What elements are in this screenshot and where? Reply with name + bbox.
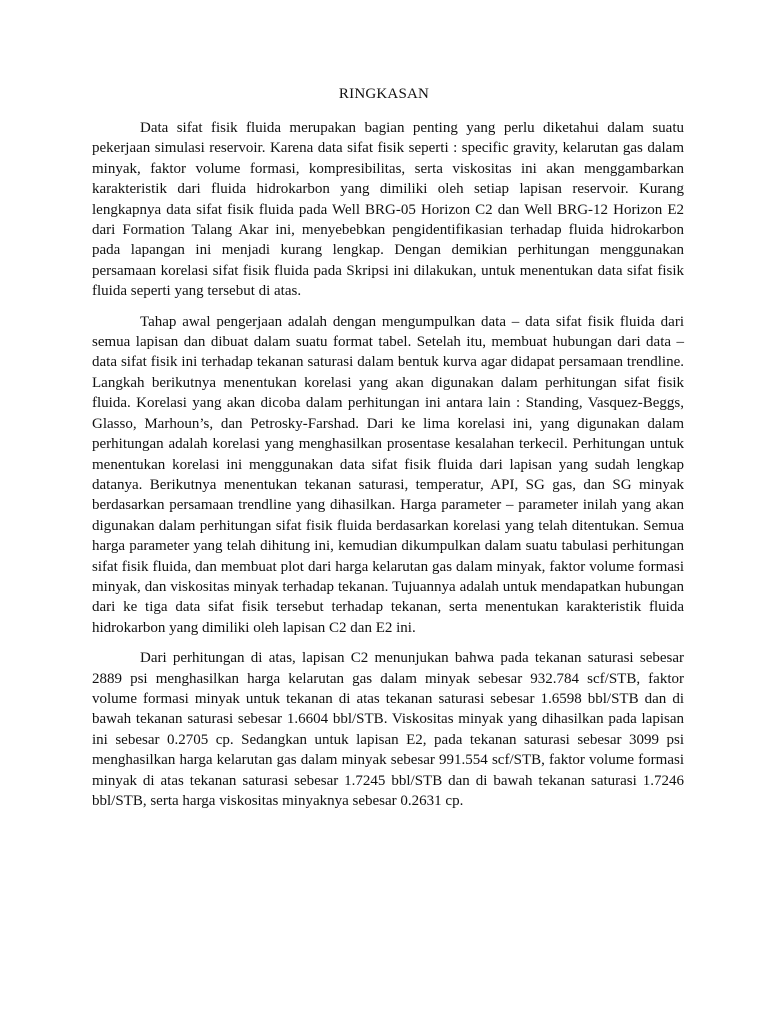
paragraph-3: Dari perhitungan di atas, lapisan C2 menunjukan bahwa pada tekanan saturasi sebesar 2889 psi menghasilkan harga kelarutan gas dalam minyak sebesar 932.784 scf/STB, faktor volume formasi minyak untuk tekanan di atas tekanan saturasi sebesar 1.6598 bbl/STB dan di bawah tekanan saturasi sebesar 1.6604 bbl/STB. Viskositas minyak yang dihasilkan pada lapisan ini sebesar 0.2705 cp. Sedangkan untuk lapisan E2, pada tekanan saturasi sebesar 3099 psi menghasilkan harga kelarutan gas dalam minyak sebesar 991.554 scf/STB, faktor volume formasi minyak di atas tekanan saturasi sebesar 1.7245 bbl/STB dan di bawah tekanan saturasi 1.7246 bbl/STB, serta harga viskositas minyaknya sebesar 0.2631 cp. xyxy=(92,650,684,809)
paragraph-1: Data sifat fisik fluida merupakan bagian penting yang perlu diketahui dalam suatu pekerjaan simulasi reservoir. Karena data sifat fisik seperti : specific gravity, kelarutan gas dalam minyak, faktor volume formasi, kompresibilitas, serta viskositas ini akan menggambarkan karakteristik dari fluida hidrokarbon yang dimiliki oleh setiap lapisan reservoir. Kurang lengkapnya data sifat fisik fluida pada Well BRG-05 Horizon C2 dan Well BRG-12 Horizon E2 dari Formation Talang Akar ini, menyebebkan pengidentifikasian terhadap fluida hidrokarbon pada lapangan ini menjadi kurang lengkap. Dengan demikian perhitungan menggunakan persamaan korelasi sifat fisik fluida pada Skripsi ini dilakukan, untuk menentukan data sifat fisik fluida seperti yang tersebut di atas. xyxy=(92,120,684,300)
document-body xyxy=(92,118,684,821)
page-title: RINGKASAN xyxy=(338,86,430,102)
paragraph-2: Tahap awal pengerjaan adalah dengan mengumpulkan data – data sifat fisik fluida dari semua lapisan dan dibuat dalam suatu format tabel. Setelah itu, membuat hubungan dari data – data sifat fisik ini terhadap tekanan saturasi dalam bentuk kurva agar didapat persamaan trendline. Langkah berikutnya menentukan korelasi yang akan digunakan dalam perhitungan sifat fisik fluida. Korelasi yang akan dicoba dalam perhitungan ini antara lain : Standing, Vasquez-Beggs, Glasso, Marhoun’s, dan Petrosky-Farshad. Dari ke lima korelasi ini, yang digunakan dalam perhitungan adalah korelasi yang menghasilkan prosentase kesalahan terkecil. Perhitungan untuk menentukan korelasi ini menggunakan data sifat fisik fluida dari lapisan yang sudah lengkap datanya. Berikutnya menentukan tekanan saturasi, temperatur, API, SG gas, dan SG minyak berdasarkan persamaan trendline yang dihasilkan. Harga parameter – parameter inilah yang akan digunakan dalam perhitungan sifat fisik fluida berdasarkan korelasi yang telah ditentukan. Semua harga parameter yang telah dihitung ini, kemudian dikumpulkan dalam suatu tabulasi perhitungan sifat fisik fluida, dan membuat plot dari harga kelarutan gas dalam minyak, faktor volume formasi minyak, dan viskositas minyak terhadap tekanan. Tujuannya adalah untuk mendapatkan hubungan dari ke tiga data sifat fisik tersebut terhadap tekanan, serta menentukan karakteristik fluida hidrokarbon yang dimiliki oleh lapisan C2 dan E2 ini. xyxy=(92,313,684,636)
